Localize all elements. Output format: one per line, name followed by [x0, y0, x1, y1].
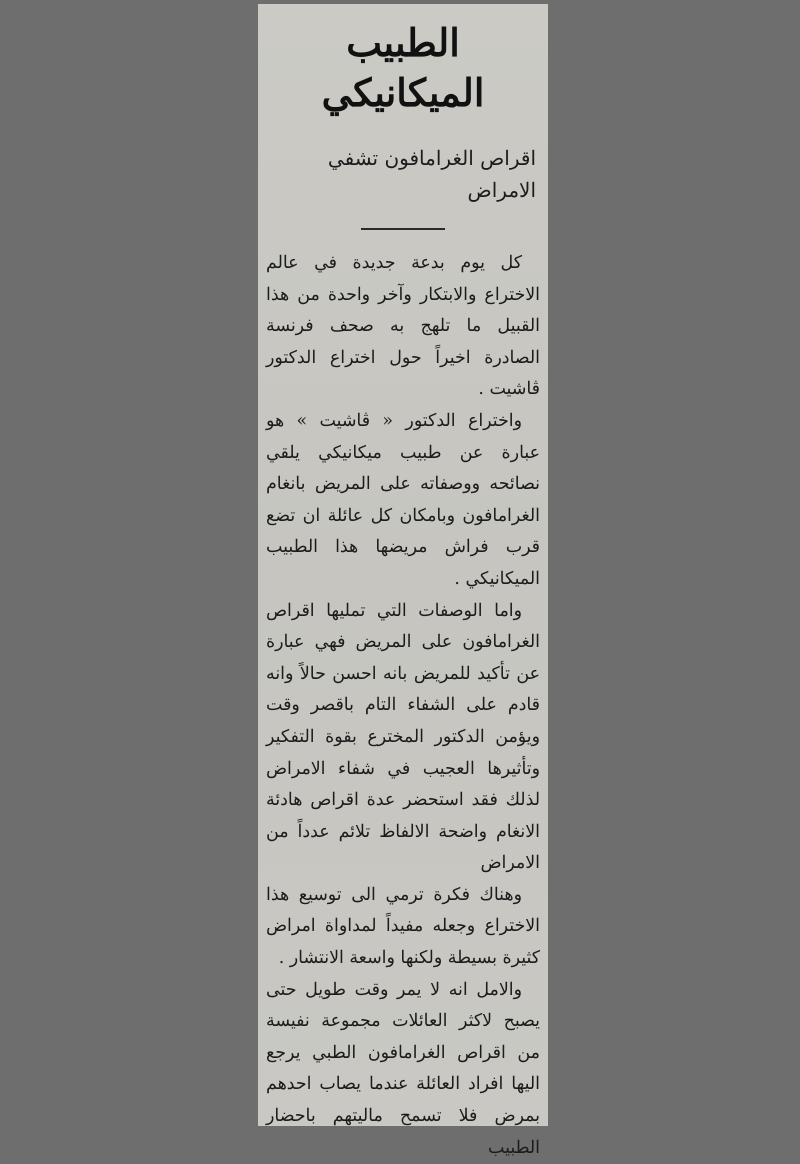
article-subheadline: اقراص الغرامافون تشفي الامراض	[327, 146, 536, 202]
article-paragraph-3: واما الوصفات التي تمليها اقراص الغرامافون على المريض فهي عبارة عن تأكيد للمريض بانه احسن حالاً وانه قادم على الشفاء التام باقصر وقت ويؤمن الدكتور المخترع بقوة التفكير وتأثيرها العجيب في شفاء الامراض لذلك فقد استحضر عدة اقراص هادئة الانغام واضحة الالفاظ تلائم عدداً من الامراض	[266, 600, 540, 874]
article-paragraph-1: كل يوم بدعة جديدة في عالم الاختراع والابتكار وآخر واحدة من هذا القبيل ما تلهج به صحف فرنسة الصادرة اخيراً حول اختراع الدكتور ڤاشيت .	[266, 253, 540, 400]
newspaper-clipping	[258, 4, 548, 1158]
article-body	[266, 248, 540, 1164]
article-paragraph-5: والامل انه لا يمر وقت طويل حتى يصبح لاكثر العائلات مجموعة نفيسة من اقراص الغرامافون الطبي يرجع اليها افراد العائلة عندما يصاب احدهم بمرض فلا تسمح ماليتهم باحضار الطبيب	[266, 979, 540, 1158]
article-headline: الطبيب الميكانيكي	[321, 20, 485, 115]
separator-rule	[361, 228, 445, 230]
article-paragraph-4: وهناك فكرة ترمي الى توسيع هذا الاختراع وجعله مفيداً لمداواة امراض كثيرة بسيطة ولكنها واسعة الانتشار .	[266, 884, 540, 969]
article-paragraph-2: واختراع الدكتور « ڤاشيت » هو عبارة عن طبيب ميكانيكي يلقي نصائحه ووصفاته على المريض بانغام الغرامافون وبامكان كل عائلة ان تضع قرب فراش مريضها هذا الطبيب الميكانيكي .	[266, 410, 540, 589]
